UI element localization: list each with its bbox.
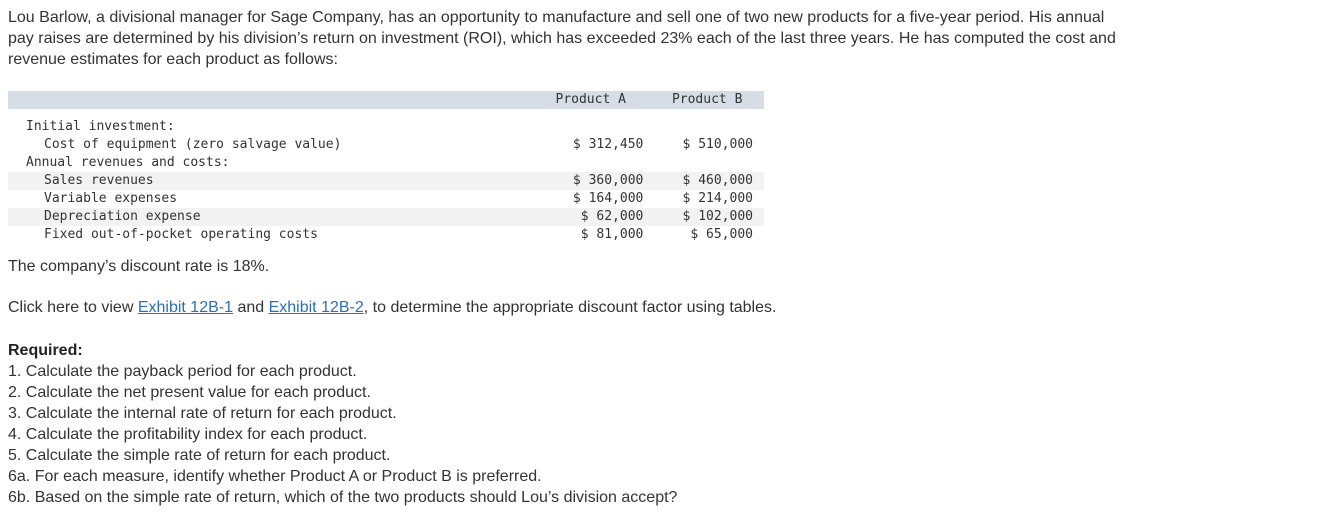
exhibit-instruction bbox=[8, 297, 776, 318]
exhibit-prefix: Click here to view bbox=[8, 299, 138, 316]
discount-rate-text: The company’s discount rate is 18%. bbox=[8, 258, 270, 275]
row-label: Depreciation expense bbox=[8, 208, 531, 226]
row-a-value: $ 62,000 bbox=[531, 208, 650, 226]
header-label-cell bbox=[8, 91, 531, 109]
equipment-a-value: $ 312,450 bbox=[572, 137, 644, 152]
row-a-value: $ 81,000 bbox=[580, 227, 644, 242]
table-row bbox=[8, 190, 764, 208]
table-row bbox=[8, 136, 764, 154]
required-title: Required: bbox=[8, 342, 83, 359]
row-label: Variable expenses bbox=[44, 191, 178, 206]
table-row bbox=[8, 172, 764, 190]
required-item: 4. Calculate the profitability index for each product. bbox=[8, 426, 368, 443]
row-label: Fixed out-of-pocket operating costs bbox=[44, 227, 318, 242]
table-row bbox=[8, 154, 764, 172]
header-product-a: Product A bbox=[531, 91, 650, 109]
required-item: 6a. For each measure, identify whether Product A or Product B is preferred. bbox=[8, 468, 542, 485]
row-b-value: $ 65,000 bbox=[690, 227, 753, 242]
row-b-value: $ 102,000 bbox=[650, 208, 764, 226]
table-row bbox=[8, 118, 764, 136]
exhibit-12b-1-link[interactable]: Exhibit 12B-1 bbox=[137, 299, 233, 316]
initial-investment-heading: Initial investment: bbox=[26, 119, 175, 134]
row-b-value: $ 214,000 bbox=[682, 191, 753, 206]
cost-revenue-table bbox=[8, 91, 764, 244]
problem-intro: Lou Barlow, a divisional manager for Sage Company, has an opportunity to manufacture and sell one of two new products for a five-year period. His annual pay raises are determined by his division’s return on investment (ROI), which has exceeded 23% each of the last three years. He has computed the cost and revenue estimates for each product as follows: bbox=[8, 9, 1116, 68]
exhibit-12b-2-link[interactable]: Exhibit 12B-2 bbox=[268, 299, 364, 316]
equipment-label: Cost of equipment (zero salvage value) bbox=[44, 137, 342, 152]
required-item: 3. Calculate the internal rate of return for each product. bbox=[8, 405, 397, 422]
row-b-value: $ 460,000 bbox=[650, 172, 764, 190]
required-item: 1. Calculate the payback period for each product. bbox=[8, 363, 357, 380]
header-product-b: Product B bbox=[650, 91, 764, 109]
required-item: 5. Calculate the simple rate of return for each product. bbox=[8, 447, 391, 464]
required-section bbox=[8, 340, 677, 508]
equipment-b-value: $ 510,000 bbox=[682, 137, 753, 152]
table-header-row bbox=[8, 91, 764, 109]
table-row bbox=[8, 208, 764, 226]
row-label: Sales revenues bbox=[8, 172, 531, 190]
row-a-value: $ 164,000 bbox=[572, 191, 644, 206]
spacer-row bbox=[8, 109, 764, 118]
row-a-value: $ 360,000 bbox=[531, 172, 650, 190]
required-item: 2. Calculate the net present value for each product. bbox=[8, 384, 371, 401]
exhibit-suffix: , to determine the appropriate discount factor using tables. bbox=[363, 299, 777, 316]
table-row bbox=[8, 226, 764, 244]
annual-heading: Annual revenues and costs: bbox=[26, 155, 230, 170]
exhibit-middle: and bbox=[233, 299, 269, 316]
required-item: 6b. Based on the simple rate of return, which of the two products should Lou’s division accept? bbox=[8, 489, 678, 506]
